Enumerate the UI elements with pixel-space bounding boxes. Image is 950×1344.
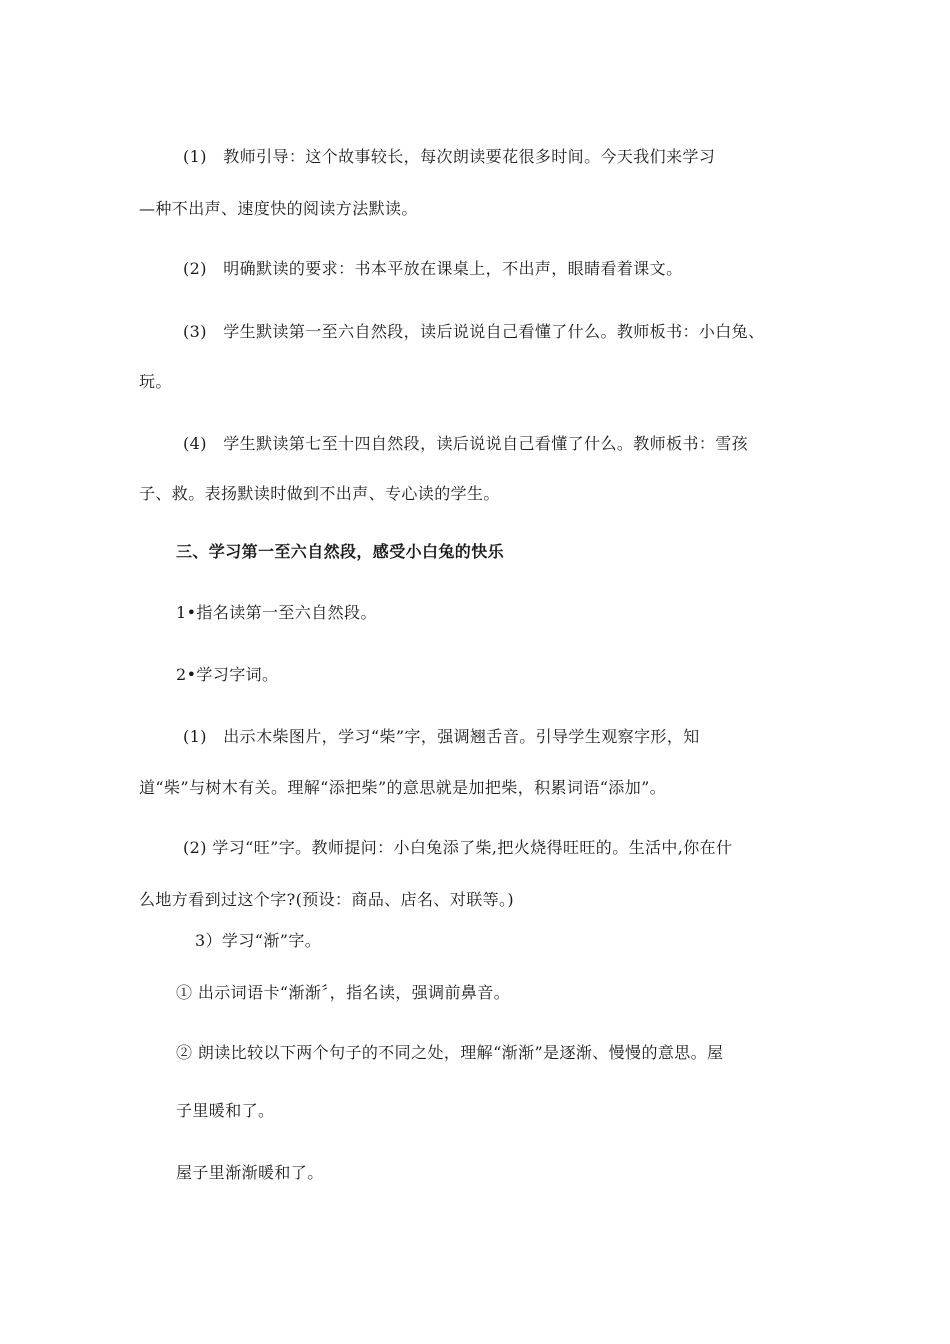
item4-line1: (4) 学生默读第七至十四自然段，读后说说自己看懂了什么。教师板书：雪孩 (183, 434, 749, 453)
item1-line1: (1) 教师引导：这个故事较长，每次朗读要花很多时间。今天我们来学习 (183, 147, 716, 166)
sub3-line: 3）学习“渐”字。 (195, 931, 322, 950)
item2-line: (2) 明确默读的要求：书本平放在课桌上，不出声，眼睛看着课文。 (183, 259, 683, 278)
item1-line2: —种不出声、速度快的阅读方法默读。 (139, 199, 418, 218)
section3-heading: 三、学习第一至六自然段，感受小白兔的快乐 (176, 542, 505, 561)
circle2-line1: ② 朗读比较以下两个句子的不同之处，理解“渐渐”是逐渐、慢慢的意思。屋 (176, 1043, 724, 1062)
step2-line: 2•学习字词。 (176, 665, 279, 684)
circle2-line2: 子里暖和了。 (176, 1101, 275, 1120)
step1-line: 1•指名读第一至六自然段。 (176, 603, 377, 622)
sub2-line2: 么地方看到过这个字?(预设：商品、店名、对联等。) (139, 890, 515, 909)
sub1-line1: (1) 出示木柴图片，学习“柴”字，强调翘舌音。引导学生观察字形，知 (183, 727, 700, 746)
item3-line2: 玩。 (139, 372, 172, 391)
item4-line2: 子、救。表扬默读时做到不出声、专心读的学生。 (139, 484, 500, 503)
circle1-line: ① 出示词语卡“渐渐〞，指名读，强调前鼻音。 (176, 983, 511, 1002)
sentence2-line: 屋子里渐渐暖和了。 (176, 1163, 324, 1182)
sub1-line2: 道“柴”与树木有关。理解“添把柴”的意思就是加把柴，积累词语“添加”。 (139, 778, 667, 797)
sub2-line1: (2) 学习“旺”字。教师提问：小白兔添了柴,把火烧得旺旺的。生活中,你在什 (183, 838, 733, 857)
item3-line1: (3) 学生默读第一至六自然段，读后说说自己看懂了什么。教师板书：小白兔、 (183, 322, 765, 341)
